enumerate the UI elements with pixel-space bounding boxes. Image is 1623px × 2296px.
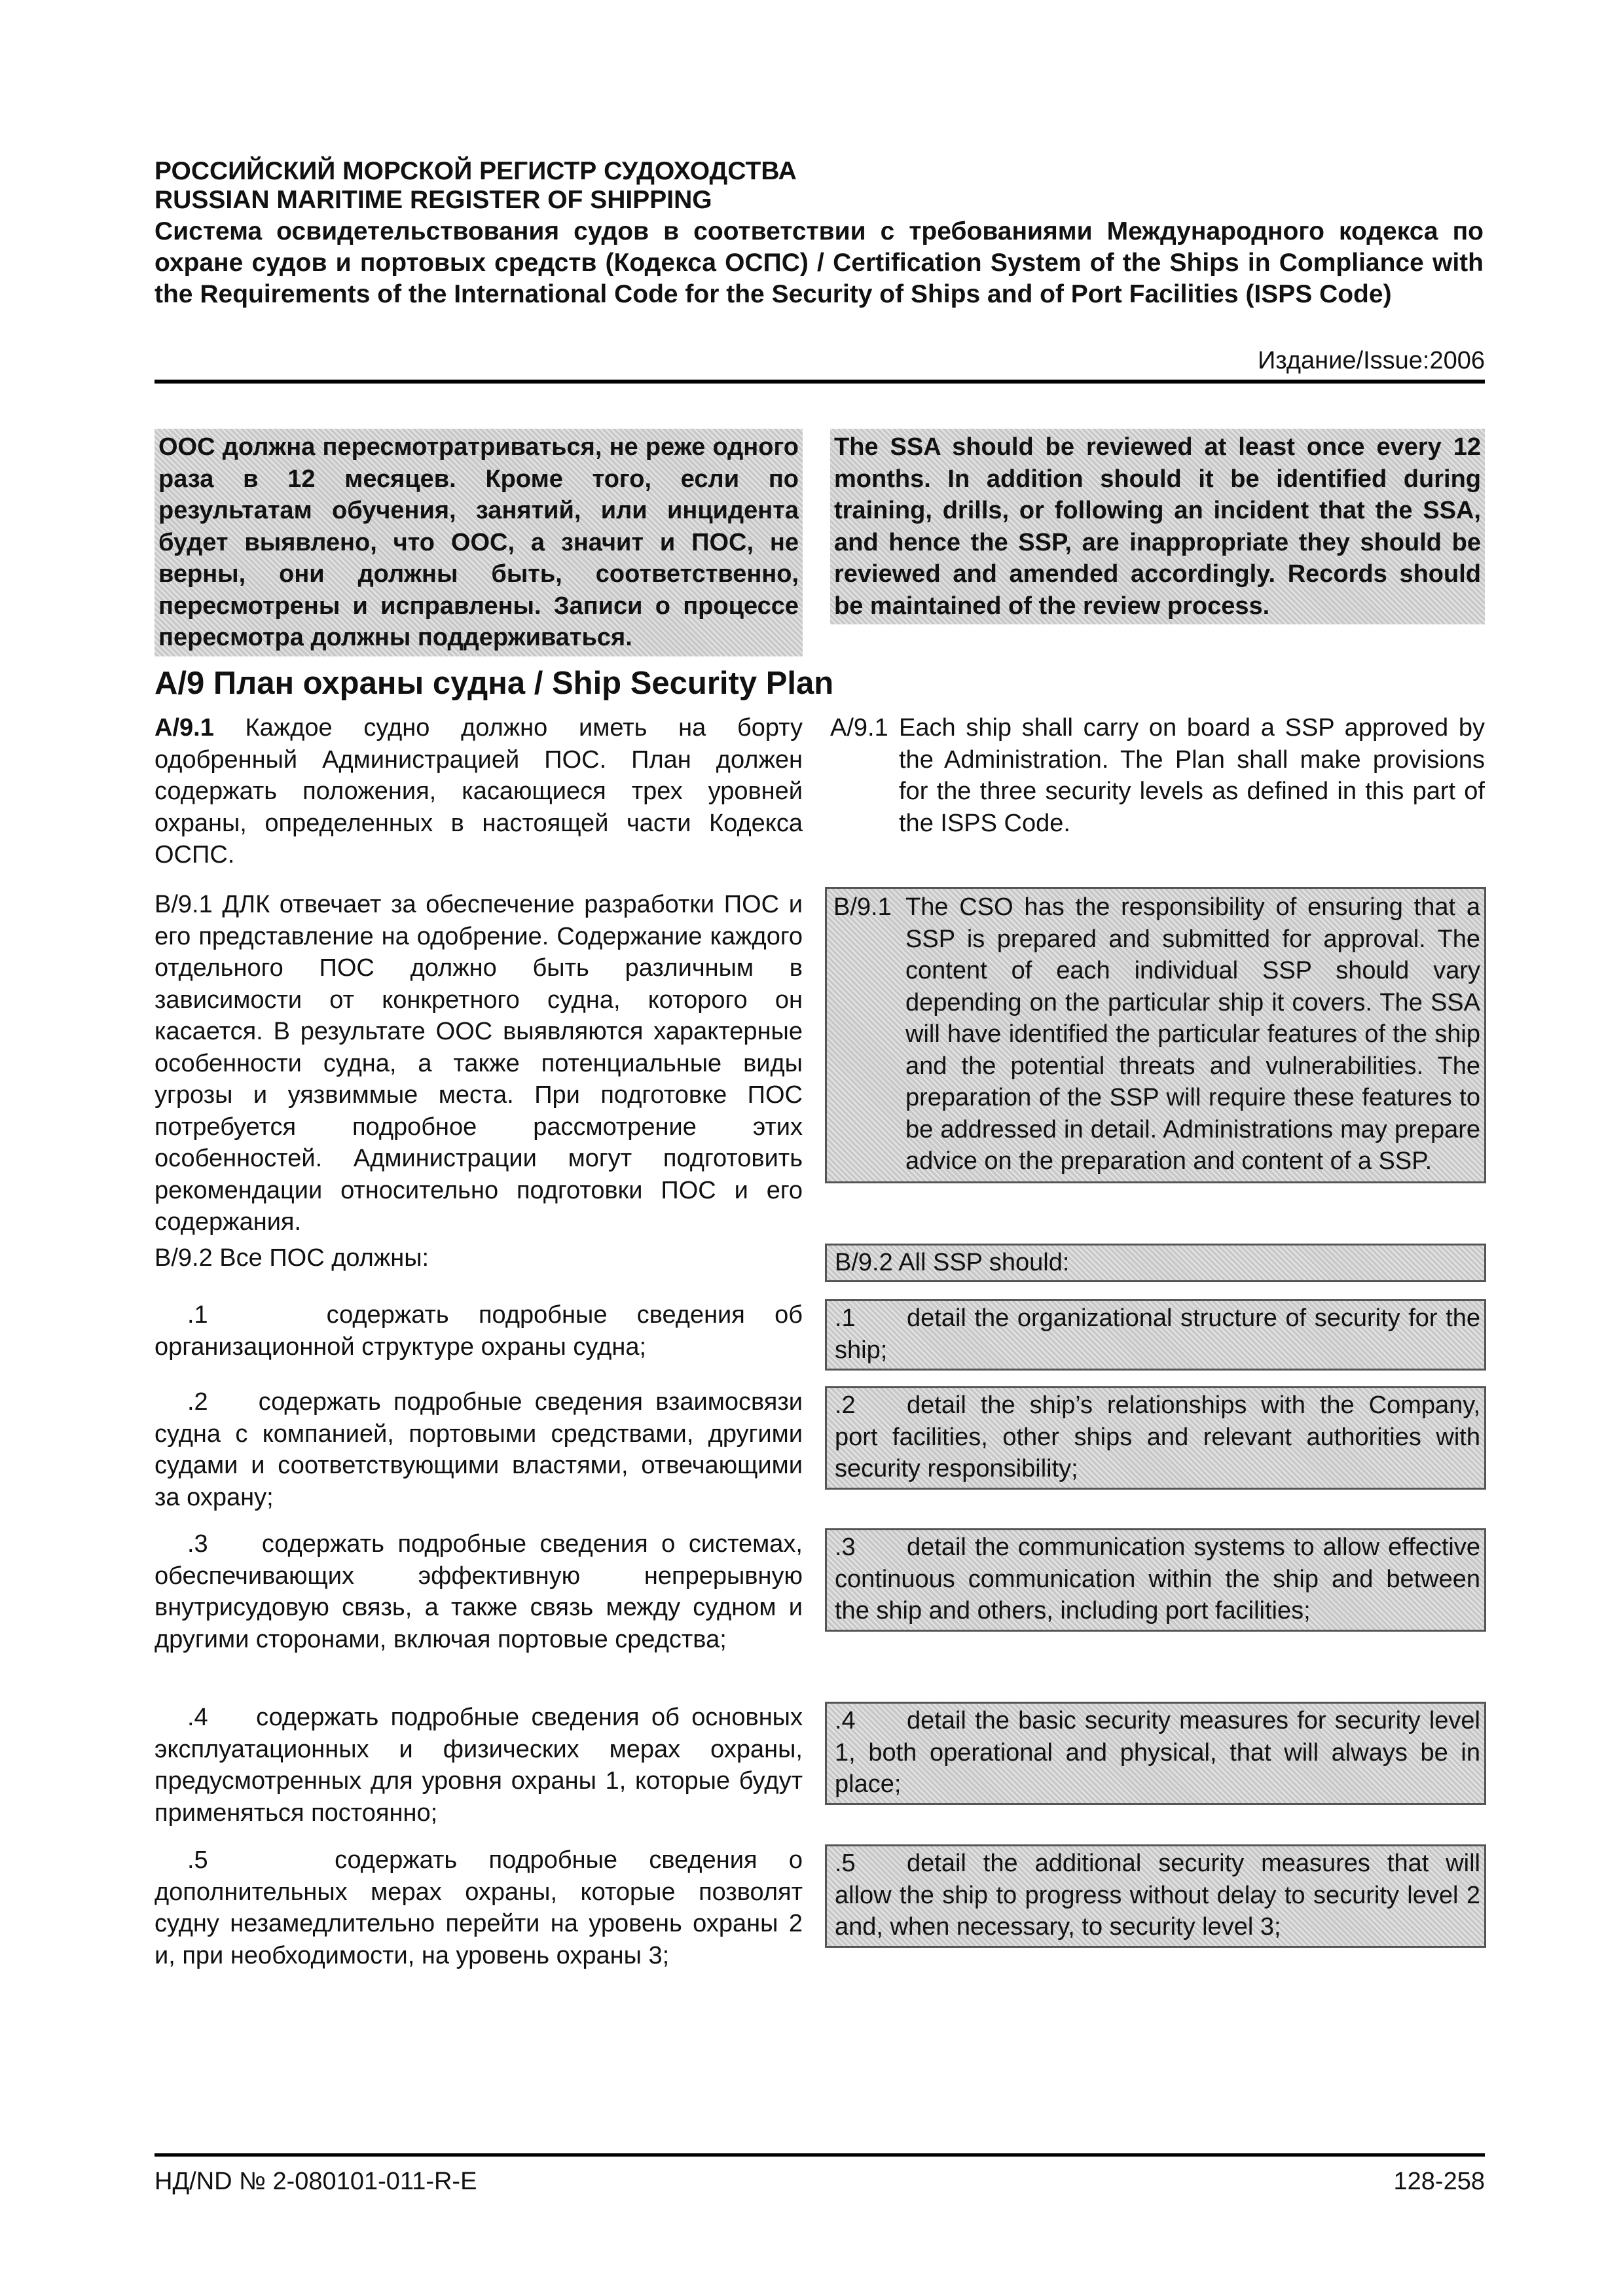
b9-1-en <box>825 887 1486 1183</box>
header-org-en: RUSSIAN MARITIME REGISTER OF SHIPPING <box>155 186 712 214</box>
item-2-en-num: .2 <box>835 1391 856 1419</box>
item-4-ru <box>155 1702 803 1829</box>
footer-page-number: 128-258 <box>1393 2168 1485 2195</box>
item-5-ru-text: содержать подробные сведения о дополнительных мерах охраны, которые позволят судну незамедлительно перейти на уровень охраны 2 и, при необходимости, на уровень охраны 3; <box>155 1846 803 1969</box>
b9-1-en-label: B/9.1 <box>833 893 892 921</box>
header-issue: Издание/Issue:2006 <box>1257 347 1485 374</box>
b9-1-en-text: The CSO has the responsibility of ensuring that a SSP is prepared and submitted for approval. The content of each individual SSP should vary depending on the particular ship it covers. The SSA will have identified the particular features of the ship and the potential threats and vulnerabilities. The preparation of the SSP will require these features to be addressed in detail. Administrations may prepare advice on the preparation and content of a SSP. <box>905 893 1480 1175</box>
item-2-en <box>825 1386 1486 1490</box>
header-system-title: Система освидетельствования судов в соответствии с требованиями Международного кодекса по охране судов и портовых средств (Кодекса ОСПС) / Certification System of the Ships in Compliance with the Requirements of the International Code for the Security of Ships and of Port Facilities (ISPS Code) <box>155 217 1484 308</box>
item-1-ru-num: .1 <box>187 1301 208 1329</box>
item-3-ru-text: содержать подробные сведения о системах, обеспечивающих эффективную непрерывную внутрисудовую связь, а также связь между судном и другими сторонами, включая портовые средства; <box>155 1530 803 1653</box>
intro-en: The SSA should be reviewed at least once every 12 months. In addition should it be identified during training, drills, or following an incident that the SSA, and hence the SSP, are inappropriate they should be reviewed and amended accordingly. Records should be maintained of the review process. <box>830 429 1485 624</box>
item-1-en-text: detail the organizational structure of security for the ship; <box>835 1304 1480 1364</box>
item-1-en <box>825 1299 1486 1371</box>
item-3-ru-num: .3 <box>187 1530 208 1558</box>
a9-1-ru <box>155 712 803 871</box>
b9-1-ru: В/9.1 ДЛК отвечает за обеспечение разработки ПОС и его представление на одобрение. Содержание каждого отдельного ПОС должно быть различным в зависимости от конкретного судна, которого он касается. В результате ООС выявляются характерные особенности судна, а также потенциальные виды угрозы и уязвиммые места. При подготовке ПОС потребуется подробное рассмотрение этих особенностей. Администрации могут подготовить рекомендации относительно подготовки ПОС и его содержания. <box>155 891 803 1236</box>
item-1-ru <box>155 1299 803 1363</box>
item-3-en-num: .3 <box>835 1534 856 1561</box>
item-4-en <box>825 1702 1486 1805</box>
a9-1-ru-text: Каждое судно должно иметь на борту одобренный Администрацией ПОС. План должен содержать положения, касающиеся трех уровней охраны, определенных в настоящей части Кодекса ОСПС. <box>155 714 803 869</box>
header-rule <box>155 380 1485 384</box>
a9-1-en-label: A/9.1 <box>830 714 888 742</box>
footer-rule <box>155 2153 1485 2157</box>
item-2-ru <box>155 1386 803 1513</box>
item-4-ru-num: .4 <box>187 1704 208 1731</box>
item-2-en-text: detail the ship’s relationships with the Company, port facilities, other ships and relevant authorities with security responsibility; <box>835 1391 1480 1482</box>
item-3-en-text: detail the communication systems to allow effective continuous communication within the ship and between the ship and others, including port facilities; <box>835 1534 1480 1624</box>
b9-2-en: B/9.2 All SSP should: <box>825 1244 1486 1282</box>
item-4-en-text: detail the basic security measures for security level 1, both operational and physical, that will always be in place; <box>835 1707 1480 1798</box>
item-3-ru <box>155 1528 803 1655</box>
item-3-en <box>825 1528 1486 1632</box>
item-5-ru <box>155 1844 803 1971</box>
intro-ru: ООС должна пересмотратриваться, не реже одного раза в 12 месяцев. Кроме того, если по результатам обучения, занятий, или инцидента будет выявлено, что ООС, а значит и ПОС, не верны, они должны быть, соответственно, пересмотрены и исправлены. Записи о процессе пересмотра должны поддерживаться. <box>155 429 803 656</box>
item-5-en-num: .5 <box>835 1850 856 1877</box>
a9-1-en-text: Each ship shall carry on board a SSP approved by the Administration. The Plan shall make provisions for the three security levels as defined in this part of the ISPS Code. <box>899 714 1485 837</box>
item-1-ru-text: содержать подробные сведения об организационной структуре охраны судна; <box>155 1301 803 1361</box>
footer-doc-number: НД/ND № 2-080101-011-R-E <box>155 2168 477 2195</box>
item-2-ru-num: .2 <box>187 1388 208 1416</box>
a9-1-ru-label: А/9.1 <box>155 714 214 742</box>
item-4-en-num: .4 <box>835 1707 856 1734</box>
header-org-ru: РОССИЙСКИЙ МОРСКОЙ РЕГИСТР СУДОХОДСТВА <box>155 157 797 185</box>
item-1-en-num: .1 <box>835 1304 856 1332</box>
item-2-ru-text: содержать подробные сведения взаимосвязи судна с компанией, портовыми средствами, другими судами и соответствующими властями, отвечающими за охрану; <box>155 1388 803 1511</box>
item-4-ru-text: содержать подробные сведения об основных эксплуатационных и физических мерах охраны, предусмотренных для уровня охраны 1, которые будут применяться постоянно; <box>155 1704 803 1827</box>
a9-1-en <box>830 712 1485 839</box>
section-title: A/9 План охраны судна / Ship Security Plan <box>155 666 834 701</box>
item-5-en <box>825 1844 1486 1948</box>
item-5-ru-num: .5 <box>187 1846 208 1874</box>
b9-2-ru: В/9.2 Все ПОС должны: <box>155 1244 429 1272</box>
item-5-en-text: detail the additional security measures that will allow the ship to progress without delay to security level 2 and, when necessary, to security level 3; <box>835 1850 1480 1941</box>
